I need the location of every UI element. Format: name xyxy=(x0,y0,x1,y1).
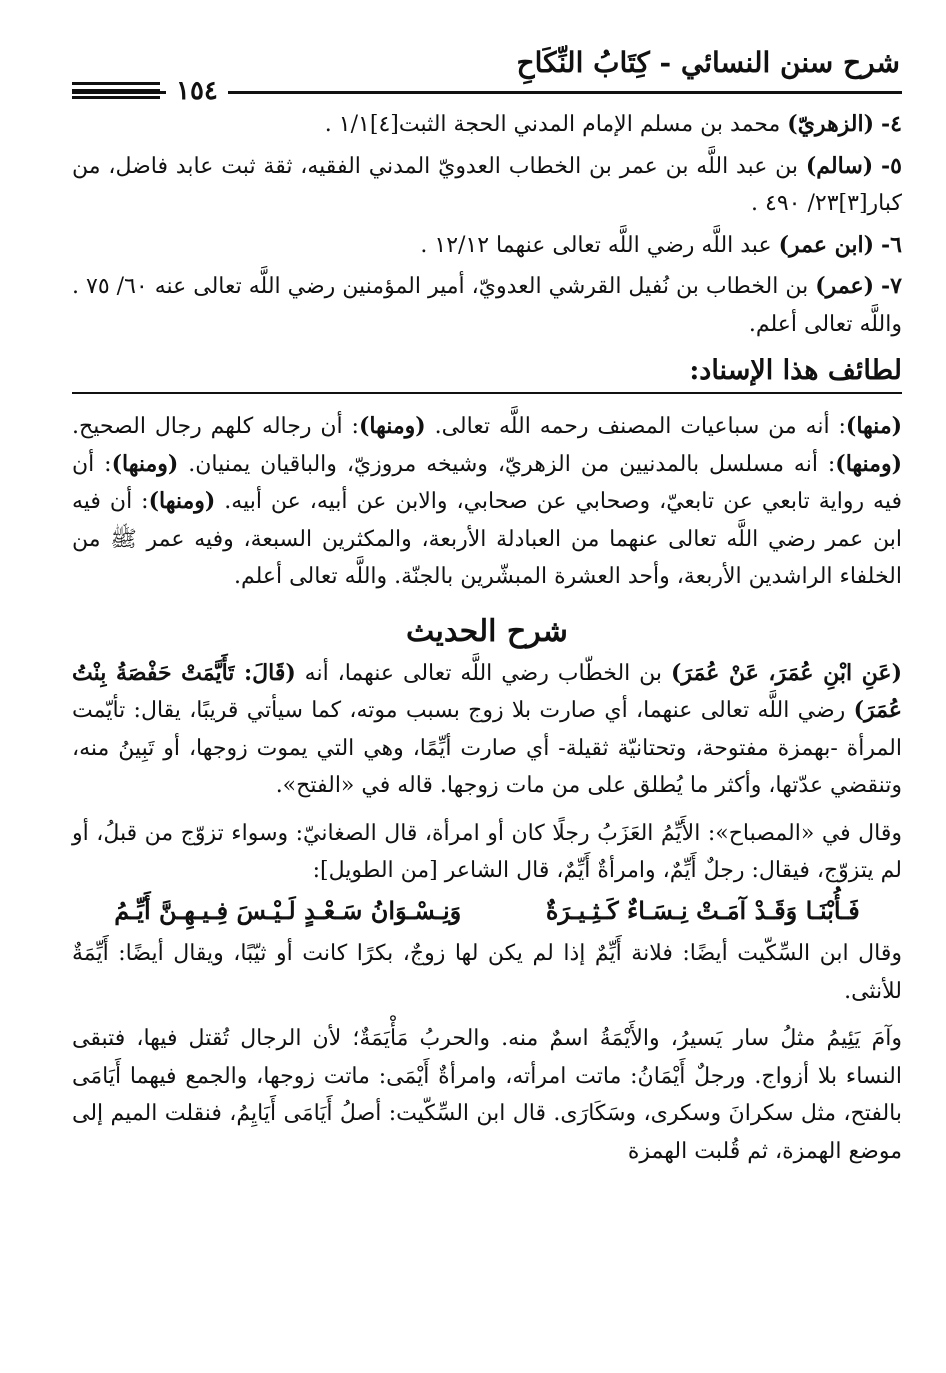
lataif-paragraph xyxy=(72,408,902,596)
narrator-number: ٤- xyxy=(881,111,902,137)
section-heading-sharh: شرح الحديث xyxy=(406,613,568,649)
narrator-number: ٧- xyxy=(881,273,902,299)
header-lines-ornament xyxy=(72,82,160,103)
sharh-paragraph: وقال ابن السِّكّيت أيضًا: فلانة أَيِّمٌ إذا لم يكن لها زوجٌ، بكرًا كانت أو ثيّبًا، ويقال أيضًا: أَيِّمَةٌ للأنثى. xyxy=(72,941,902,1004)
lataif-text: : أنه من سباعيات المصنف رحمه اللَّه تعالى. xyxy=(434,414,846,439)
lataif-text: : أن فيه رواية تابعي عن تابعيّ، وصحابي عن صحابي، والابن عن أبيه، عن أبيه. xyxy=(72,451,902,514)
running-title: شرح سنن النسائي - كِتَابُ النِّكَاحِ xyxy=(516,46,900,79)
hadith-quote: (قَالَ: تَأَيَّمَتْ حَفْصَةُ بِنْتُ عُمَرَ) xyxy=(72,659,902,723)
narrator-item xyxy=(72,106,902,144)
sharh-paragraph xyxy=(72,655,902,805)
lataif-text: : أن فيه ابن عمر رضي اللَّه تعالى عنهما من العبادلة الأربعة، والمكثرين السبعة، وفيه عمر ﷺ من الخلفاء الراشدين الأربعة، وأحد العشرة المبشّرين بالجنّة. واللَّه تعالى أعلم. xyxy=(72,489,902,589)
hadith-quote: (عَنِ ابْنِ عُمَرَ، عَنْ عُمَرَ) xyxy=(670,659,902,686)
sharh-text: رضي اللَّه تعالى عنهما، أي صارت بلا زوج بسبب موته، كما سيأتي قريبًا، يقال: تأيّمت المرأة -بهمزة مفتوحة، وتحتانيّة ثقيلة- أي صارت أيِّمًا، وهي التي يموت زوجها، أو تَبِينُ منه، وتنقضي عدّتها، وأكثر ما يُطلق على من مات زوجها. قاله في «الفتح». xyxy=(72,698,902,798)
narrator-name: (الزهريّ) xyxy=(787,111,875,137)
sharh-text: بن الخطّاب رضي اللَّه تعالى عنهما، أنه xyxy=(295,660,671,686)
narrator-number: ٥- xyxy=(881,152,902,179)
narrator-text: محمد بن مسلم الإمام المدني الحجة الثبت[٤]١/١ . xyxy=(324,112,781,137)
verse-second-hemistich: وَنِـسْـوَانُ سَـعْـدٍ لَـيْـسَ فِـيـهِـنَّ أَيِّـمُ xyxy=(114,895,462,925)
sharh-paragraph: وآمَ يَئِيمُ مثلُ سار يَسيرُ، والأَيْمَةُ اسمٌ منه. والحربُ مَأْيَمَةٌ؛ لأن الرجال تُقتل فيها، فتبقى النساء بلا أزواج. ورجلٌ أَيْمَانُ: ماتت امرأته، وامرأةٌ أَيْمَى: ماتت زوجها، والجمع فيهما أَيَامَى بالفتح، مثل سكرانَ وسكرى، وسَكَارَى. قال ابن السِّكّيت: أصلُ أَيَامَى أَيَايِمُ، فنقلت الميم إلى موضع الهمزة، ثم قُلبت الهمزة xyxy=(72,1026,902,1164)
lataif-keyword: (ومنها) xyxy=(111,450,179,477)
lataif-text: : أنه مسلسل بالمدنيين من الزهريّ، وشيخه مروزيّ، والباقيان يمنيان. xyxy=(188,451,836,477)
narrator-text: عبد اللَّه رضي اللَّه تعالى عنهما ١٢/١٢ . xyxy=(420,232,772,258)
narrators-list xyxy=(72,106,902,343)
sharh-paragraph: وقال في «المصباح»: الأَيِّمُ العَزَبُ رجلًا كان أو امرأة، قال الصغانيّ: وسواء تزوّج من قبلُ، أو لم يتزوّج، فيقال: رجلٌ أَيِّمٌ، وامرأةٌ أَيِّمٌ، قال الشاعر [من الطويل]: xyxy=(72,820,902,883)
poetry-verse xyxy=(72,892,902,930)
section-rule xyxy=(72,392,902,394)
narrator-name: (سالم) xyxy=(805,152,874,179)
narrator-number: ٦- xyxy=(881,231,902,258)
lataif-keyword: (ومنها) xyxy=(358,413,426,439)
page-number: ١٥٤ xyxy=(166,76,228,106)
section-heading-lataif: لطائف هذا الإسناد: xyxy=(689,355,902,386)
narrator-name: (ابن عمر) xyxy=(778,231,875,258)
narrator-item xyxy=(72,227,902,265)
lataif-keyword: (ومنها) xyxy=(835,450,902,477)
page-header xyxy=(72,36,902,106)
narrator-text: بن عبد اللَّه بن عمر بن الخطاب العدويّ المدني الفقيه، ثقة ثبت عابد فاضل، من كبار[٣]٢٣/ ٤٩٠ . xyxy=(72,153,902,216)
lataif-keyword: (ومنها) xyxy=(148,488,216,514)
narrator-item xyxy=(72,268,902,343)
sharh-body xyxy=(72,655,902,1171)
narrator-text: بن الخطاب بن نُفيل القرشي العدويّ، أمير المؤمنين رضي اللَّه تعالى عنه ٦٠/ ٧٥ . واللَّه تعالى أعلم. xyxy=(72,274,902,337)
narrator-item xyxy=(72,148,902,223)
lataif-keyword: (منها) xyxy=(845,413,903,439)
verse-first-hemistich: فَـأُبْنَـا وَقَـدْ آمَـتْ نِـسَـاءٌ كَـثِـيـرَةٌ xyxy=(545,895,860,925)
narrator-name: (عمر) xyxy=(815,273,875,299)
lataif-text: : أن رجاله كلهم رجال الصحيح. xyxy=(72,414,359,439)
page xyxy=(72,36,902,1170)
